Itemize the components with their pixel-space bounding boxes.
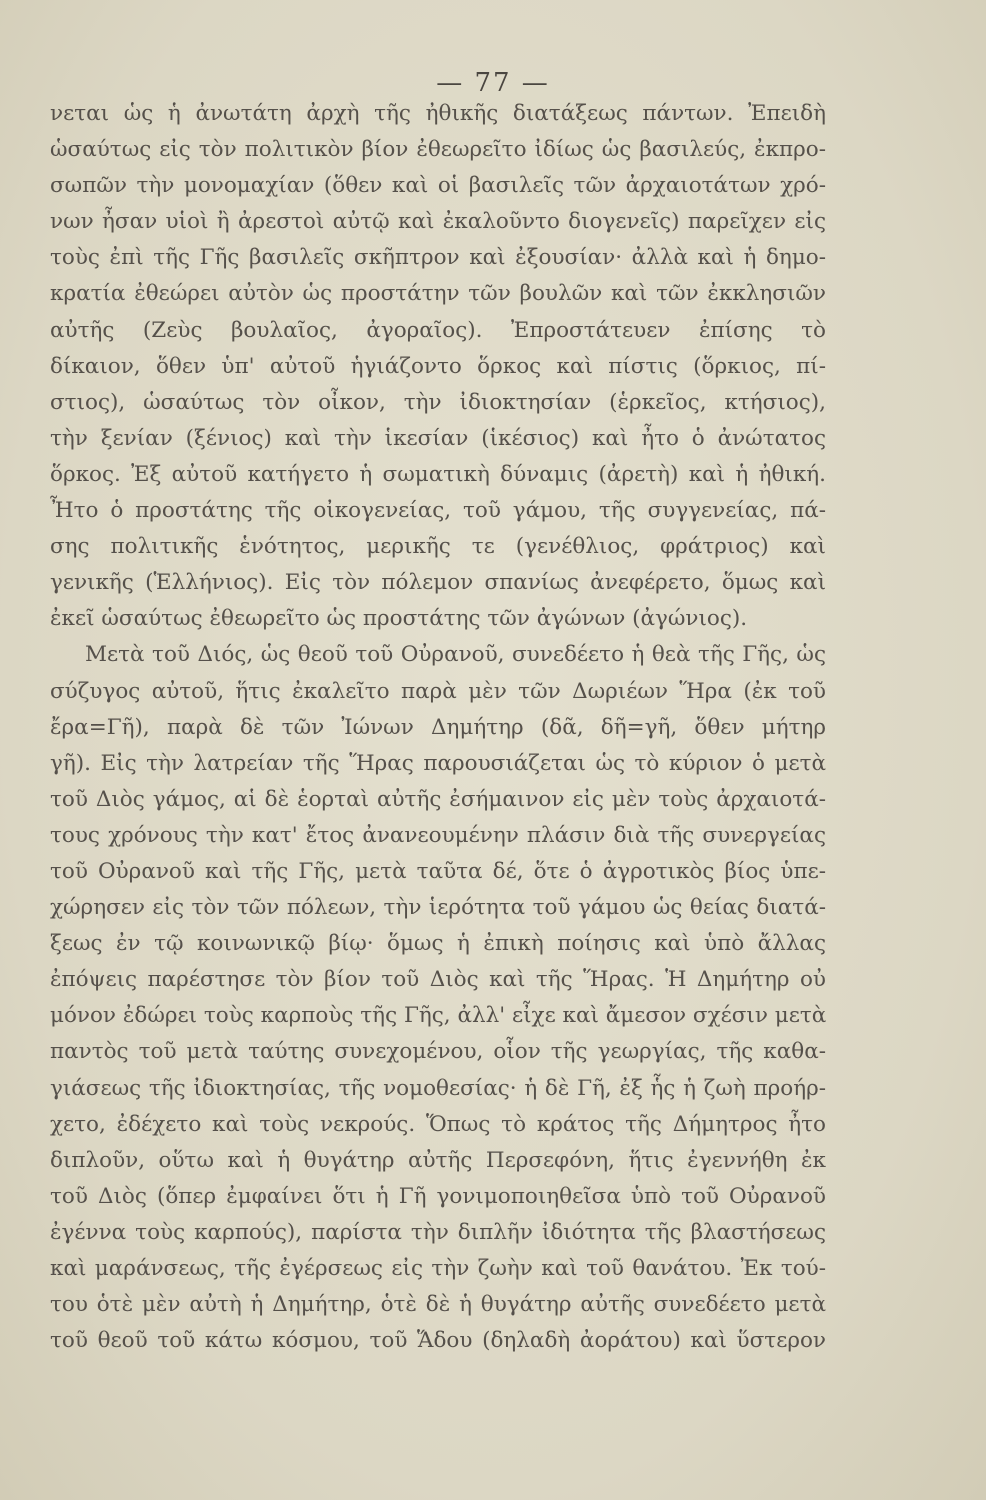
text-line: τοὺς ἐπὶ τῆς Γῆς βασιλεῖς σκῆπτρον καὶ ἐξουσίαν· ἀλλὰ καὶ ἡ δημο- <box>50 245 826 271</box>
text-line: τοῦ Διὸς (ὅπερ ἐμφαίνει ὅτι ἡ Γῆ γονιμοποιηθεῖσα ὑπὸ τοῦ Οὐρανοῦ <box>50 1183 826 1209</box>
text-line: Μετὰ τοῦ Διός, ὡς θεοῦ τοῦ Οὐρανοῦ, συνεδέετο ἡ θεὰ τῆς Γῆς, ὡς <box>85 642 826 668</box>
text-line: ξεως ἐν τῷ κοινωνικῷ βίῳ· ὅμως ἡ ἐπικὴ ποίησις καὶ ὑπὸ ἄλλας <box>50 931 826 957</box>
text-line: χώρησεν εἰς τὸν τῶν πόλεων, τὴν ἱερότητα τοῦ γάμου ὡς θείας διατά- <box>50 895 826 921</box>
text-line: παντὸς τοῦ μετὰ ταύτης συνεχομένου, οἷον τῆς γεωργίας, τῆς καθα- <box>50 1039 826 1065</box>
text-line: δίκαιον, ὅθεν ὑπ' αὐτοῦ ἡγιάζοντο ὅρκος καὶ πίστις (ὅρκιος, πί- <box>50 353 826 379</box>
text-line: γιάσεως τῆς ἰδιοκτησίας, τῆς νομοθεσίας· ἡ δὲ Γῆ, ἐξ ἧς ἡ ζωὴ προήρ- <box>50 1075 826 1101</box>
text-line: του ὁτὲ μὲν αὐτὴ ἡ Δημήτηρ, ὁτὲ δὲ ἡ θυγάτηρ αὐτῆς συνεδέετο μετὰ <box>50 1292 826 1318</box>
text-line: καὶ μαράνσεως, τῆς ἐγέρσεως εἰς τὴν ζωὴν καὶ τοῦ θανάτου. Ἐκ τού- <box>50 1256 826 1281</box>
text-line: τοῦ Οὐρανοῦ καὶ τῆς Γῆς, μετὰ ταῦτα δέ, ὅτε ὁ ἀγροτικὸς βίος ὑπε- <box>50 858 826 884</box>
text-line: ὅρκος. Ἐξ αὐτοῦ κατήγετο ἡ σωματικὴ δύναμις (ἀρετὴ) καὶ ἡ ἠθική. <box>50 461 826 487</box>
text-line: ἔρα=Γῆ), παρὰ δὲ τῶν Ἰώνων Δημήτηρ (δᾶ, δῆ=γῆ, ὅθεν μήτηρ <box>50 714 826 740</box>
text-line: σωπῶν τὴν μονομαχίαν (ὅθεν καὶ οἱ βασιλεῖς τῶν ἀρχαιοτάτων χρό- <box>50 173 826 199</box>
text-line: ἐπόψεις παρέστησε τὸν βίον τοῦ Διὸς καὶ τῆς Ἥρας. Ἡ Δημήτηρ οὐ <box>50 967 826 993</box>
text-line: αὐτῆς (Ζεὺς βουλαῖος, ἀγοραῖος). Ἐπροστάτευεν ἐπίσης τὸ <box>50 317 826 343</box>
page-number: — 77 — <box>436 68 550 98</box>
text-line: ὡσαύτως εἰς τὸν πολιτικὸν βίον ἐθεωρεῖτο ἰδίως ὡς βασιλεύς, ἐκπρο- <box>50 137 826 163</box>
text-line: γῆ). Εἰς τὴν λατρείαν τῆς Ἥρας παρουσιάζεται ὡς τὸ κύριον ὁ μετὰ <box>50 750 826 776</box>
text-line: κρατία ἐθεώρει αὐτὸν ὡς προστάτην τῶν βουλῶν καὶ τῶν ἐκκλησιῶν <box>50 281 826 307</box>
text-line: χετο, ἐδέχετο καὶ τοὺς νεκρούς. Ὅπως τὸ κράτος τῆς Δήμητρος ἦτο <box>50 1111 826 1137</box>
text-line: νων ἦσαν υἱοὶ ἢ ἀρεστοὶ αὐτῷ καὶ ἐκαλοῦντο διογενεῖς) παρεῖχεν εἰς <box>50 209 826 235</box>
text-line: τοῦ Διὸς γάμος, αἱ δὲ ἑορταὶ αὐτῆς ἐσήμαινον εἰς μὲν τοὺς ἀρχαιοτά- <box>50 786 826 812</box>
text-line: διπλοῦν, οὕτω καὶ ἡ θυγάτηρ αὐτῆς Περσεφόνη, ἥτις ἐγεννήθη ἐκ <box>50 1147 826 1173</box>
text-line: τὴν ξενίαν (ξένιος) καὶ τὴν ἱκεσίαν (ἱκέσιος) καὶ ἦτο ὁ ἀνώτατος <box>50 425 826 451</box>
text-line: ἐκεῖ ὡσαύτως ἐθεωρεῖτο ὡς προστάτης τῶν ἀγώνων (ἀγώνιος). <box>50 606 748 632</box>
text-line: τοῦ θεοῦ τοῦ κάτω κόσμου, τοῦ Ἅδου (δηλαδὴ ἀοράτου) καὶ ὕστερον <box>50 1328 826 1354</box>
text-line: ἐγέννα τοὺς καρπούς), παρίστα τὴν διπλῆν ἰδιότητα τῆς βλαστήσεως <box>50 1219 826 1245</box>
body-text <box>50 96 826 1359</box>
text-line: γενικῆς (Ἑλλήνιος). Εἰς τὸν πόλεμον σπανίως ἀνεφέρετο, ὅμως καὶ <box>50 570 826 596</box>
text-line: μόνον ἐδώρει τοὺς καρποὺς τῆς Γῆς, ἀλλ' εἶχε καὶ ἄμεσον σχέσιν μετὰ <box>50 1003 827 1029</box>
text-line: σης πολιτικῆς ἑνότητος, μερικῆς τε (γενέθλιος, φράτριος) καὶ <box>50 534 826 560</box>
text-line: τους χρόνους τὴν κατ' ἔτος ἀνανεουμένην πλάσιν διὰ τῆς συνεργείας <box>50 822 826 848</box>
text-line: στιος), ὡσαύτως τὸν οἶκον, τὴν ἰδιοκτησίαν (ἑρκεῖος, κτήσιος), <box>50 389 826 415</box>
text-line: Ἦτο ὁ προστάτης τῆς οἰκογενείας, τοῦ γάμου, τῆς συγγενείας, πά- <box>50 498 826 524</box>
text-line: νεται ὡς ἡ ἀνωτάτη ἀρχὴ τῆς ἠθικῆς διατάξεως πάντων. Ἐπειδὴ <box>50 101 826 126</box>
text-line: σύζυγος αὐτοῦ, ἥτις ἐκαλεῖτο παρὰ μὲν τῶν Δωριέων Ἥρα (ἐκ τοῦ <box>50 678 826 704</box>
